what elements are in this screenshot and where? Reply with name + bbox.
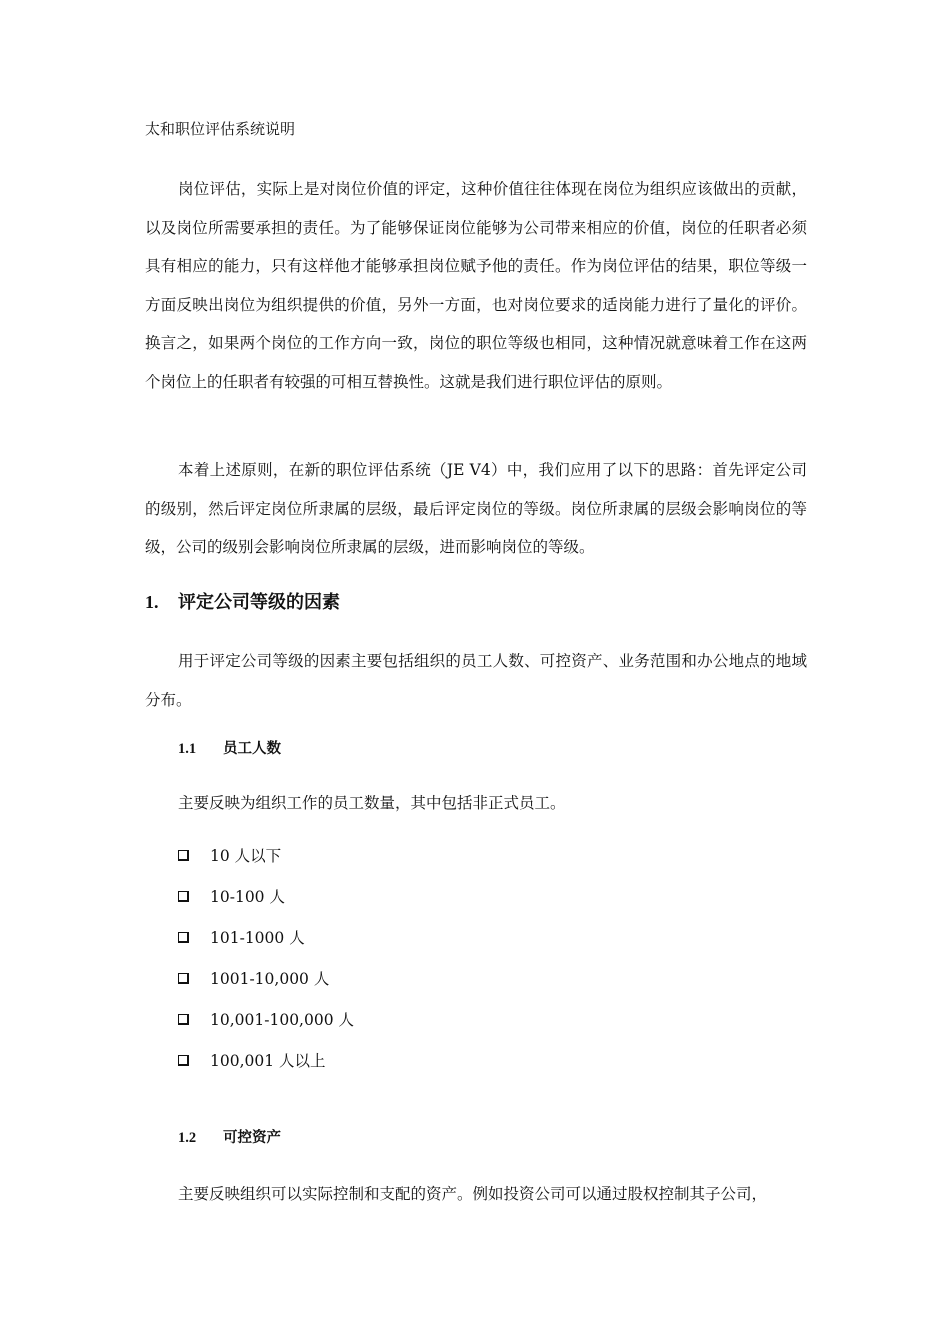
list-item xyxy=(178,917,354,958)
checkbox-icon xyxy=(178,973,189,984)
section-1-2-title: 可控资产 xyxy=(223,1130,281,1146)
list-item xyxy=(178,958,354,999)
intro-paragraph: 岗位评估，实际上是对岗位价值的评定，这种价值往往体现在岗位为组织应该做出的贡献，以及岗位所需要承担的责任。为了能够保证岗位能够为公司带来相应的价值，岗位的任职者必须具有相应的能力，只有这样他才能够承担岗位赋予他的责任。作为岗位评估的结果，职位等级一方面反映出岗位为组织提供的价值，另外一方面，也对岗位要求的适岗能力进行了量化的评价。换言之，如果两个岗位的工作方向一致，岗位的职位等级也相同，这种情况就意味着工作在这两个岗位上的任职者有较强的可相互替换性。这就是我们进行职位评估的原则。 xyxy=(145,180,807,391)
section-1-intro: 用于评定公司等级的因素主要包括组织的员工人数、可控资产、业务范围和办公地点的地域分布。 xyxy=(145,652,807,709)
option-label: 101-1000 人 xyxy=(210,928,305,947)
option-label: 10,001-100,000 人 xyxy=(210,1010,354,1029)
checkbox-icon xyxy=(178,1014,189,1025)
option-label: 10-100 人 xyxy=(210,887,285,906)
checkbox-icon xyxy=(178,1055,189,1066)
section-1-2-intro: 主要反映组织可以实际控制和支配的资产。例如投资公司可以通过股权控制其子公司， xyxy=(178,1185,768,1203)
list-item xyxy=(178,999,354,1040)
section-1-2-heading xyxy=(178,1126,281,1147)
principle-paragraph: 本着上述原则，在新的职位评估系统（JE V4）中，我们应用了以下的思路：首先评定公司的级别，然后评定岗位所隶属的层级，最后评定岗位的等级。岗位所隶属的层级会影响岗位的等级，公司的级别会影响岗位所隶属的层级，进而影响岗位的等级。 xyxy=(145,461,807,556)
checkbox-icon xyxy=(178,891,189,902)
section-1-1-intro: 主要反映为组织工作的员工数量，其中包括非正式员工。 xyxy=(178,794,566,812)
list-item xyxy=(178,876,354,917)
section-1-1-number: 1.1 xyxy=(178,741,197,757)
checkbox-icon xyxy=(178,850,189,861)
section-1-1-heading xyxy=(178,737,281,758)
option-label: 10 人以下 xyxy=(210,846,282,865)
section-1-2-number: 1.2 xyxy=(178,1130,197,1146)
section-1-heading xyxy=(145,588,340,614)
section-1-1-title: 员工人数 xyxy=(223,741,281,757)
option-label: 100,001 人以上 xyxy=(210,1051,326,1070)
checkbox-icon xyxy=(178,932,189,943)
section-1-title: 评定公司等级的因素 xyxy=(178,592,340,613)
option-label: 1001-10,000 人 xyxy=(210,969,330,988)
list-item xyxy=(178,1040,354,1081)
employee-count-options xyxy=(178,835,354,1081)
document-title: 太和职位评估系统说明 xyxy=(145,120,296,138)
list-item xyxy=(178,835,354,876)
section-1-number: 1. xyxy=(145,592,159,612)
